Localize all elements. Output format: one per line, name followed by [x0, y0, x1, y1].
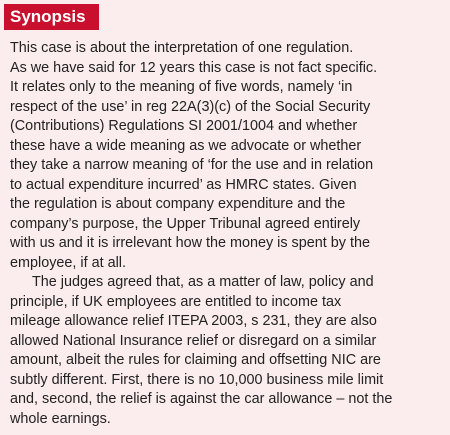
- text-line: employee, if at all.: [10, 254, 126, 271]
- text-line: mileage allowance relief ITEPA 2003, s 231, they are also: [10, 313, 377, 329]
- text-line: and, second, the relief is against the car allowance – not the: [10, 391, 393, 407]
- text-line: principle, if UK employees are entitled to income tax: [10, 293, 342, 310]
- text-line: (Contributions) Regulations SI 2001/1004 and whether: [10, 118, 358, 134]
- text-line: the regulation is about company expenditure and the: [10, 196, 346, 212]
- text-line: amount, albeit the rules for claiming and offsetting NIC are: [10, 352, 381, 368]
- synopsis-heading: Synopsis: [4, 4, 99, 30]
- text-line: As we have said for 12 years this case is not fact specific.: [10, 59, 378, 76]
- text-line: they take a narrow meaning of ‘for the use and in relation: [10, 157, 374, 173]
- text-line: to actual expenditure incurred’ as HMRC states. Given: [10, 176, 357, 193]
- synopsis-body: [10, 39, 442, 429]
- text-line: respect of the use’ in reg 22A(3)(c) of the Social Security: [10, 98, 371, 115]
- text-line: It relates only to the meaning of five words, namely ‘in: [10, 79, 353, 95]
- text-line: This case is about the interpretation of one regulation.: [10, 40, 354, 56]
- text-line: these have a wide meaning as we advocate or whether: [10, 137, 362, 154]
- text-line: company’s purpose, the Upper Tribunal agreed entirely: [10, 215, 361, 232]
- text-line: subtly different. First, there is no 10,000 business mile limit: [10, 371, 384, 388]
- text-line: The judges agreed that, as a matter of law, policy and: [32, 274, 374, 290]
- text-line: whole earnings.: [10, 410, 111, 427]
- text-line: allowed National Insurance relief or disregard on a similar: [10, 332, 377, 349]
- text-line: with us and it is irrelevant how the money is spent by the: [10, 235, 370, 251]
